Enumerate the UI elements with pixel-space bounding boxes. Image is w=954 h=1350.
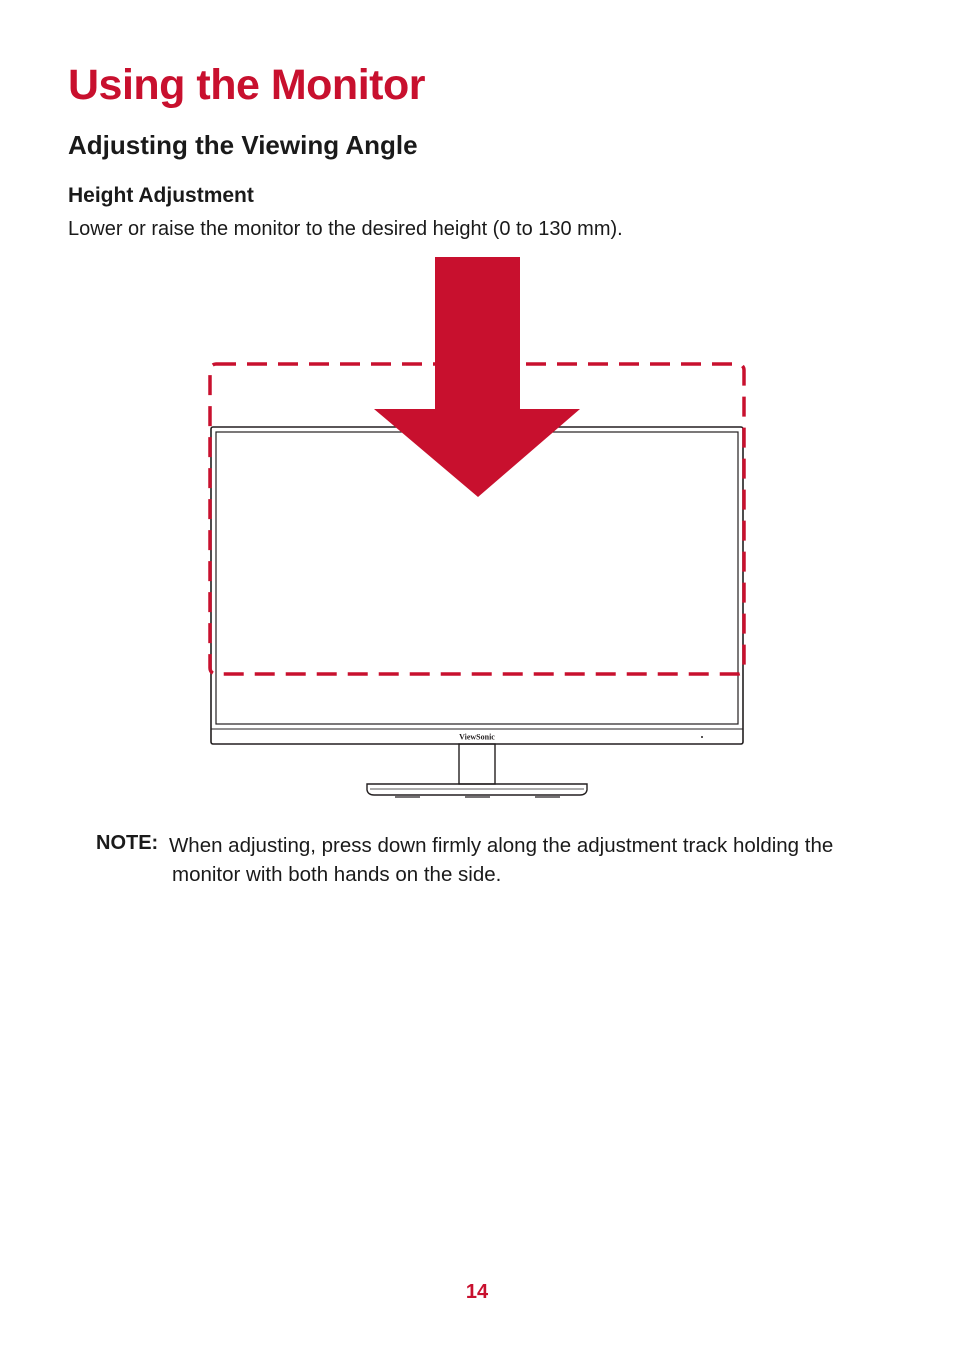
section-heading: Adjusting the Viewing Angle [68,130,418,160]
brand-label: ViewSonic [459,732,495,742]
note-text: When adjusting, press down firmly along the adjustment track holding the monitor with both hands on the side. [168,834,834,886]
page-title: Using the Monitor [68,61,425,109]
sub-heading: Height Adjustment [68,184,254,207]
body-text: Lower or raise the monitor to the desired height (0 to 130 mm). [68,218,623,240]
down-arrow-icon [374,257,580,497]
note-label: NOTE: [96,832,159,854]
page-number: 14 [465,1281,489,1303]
